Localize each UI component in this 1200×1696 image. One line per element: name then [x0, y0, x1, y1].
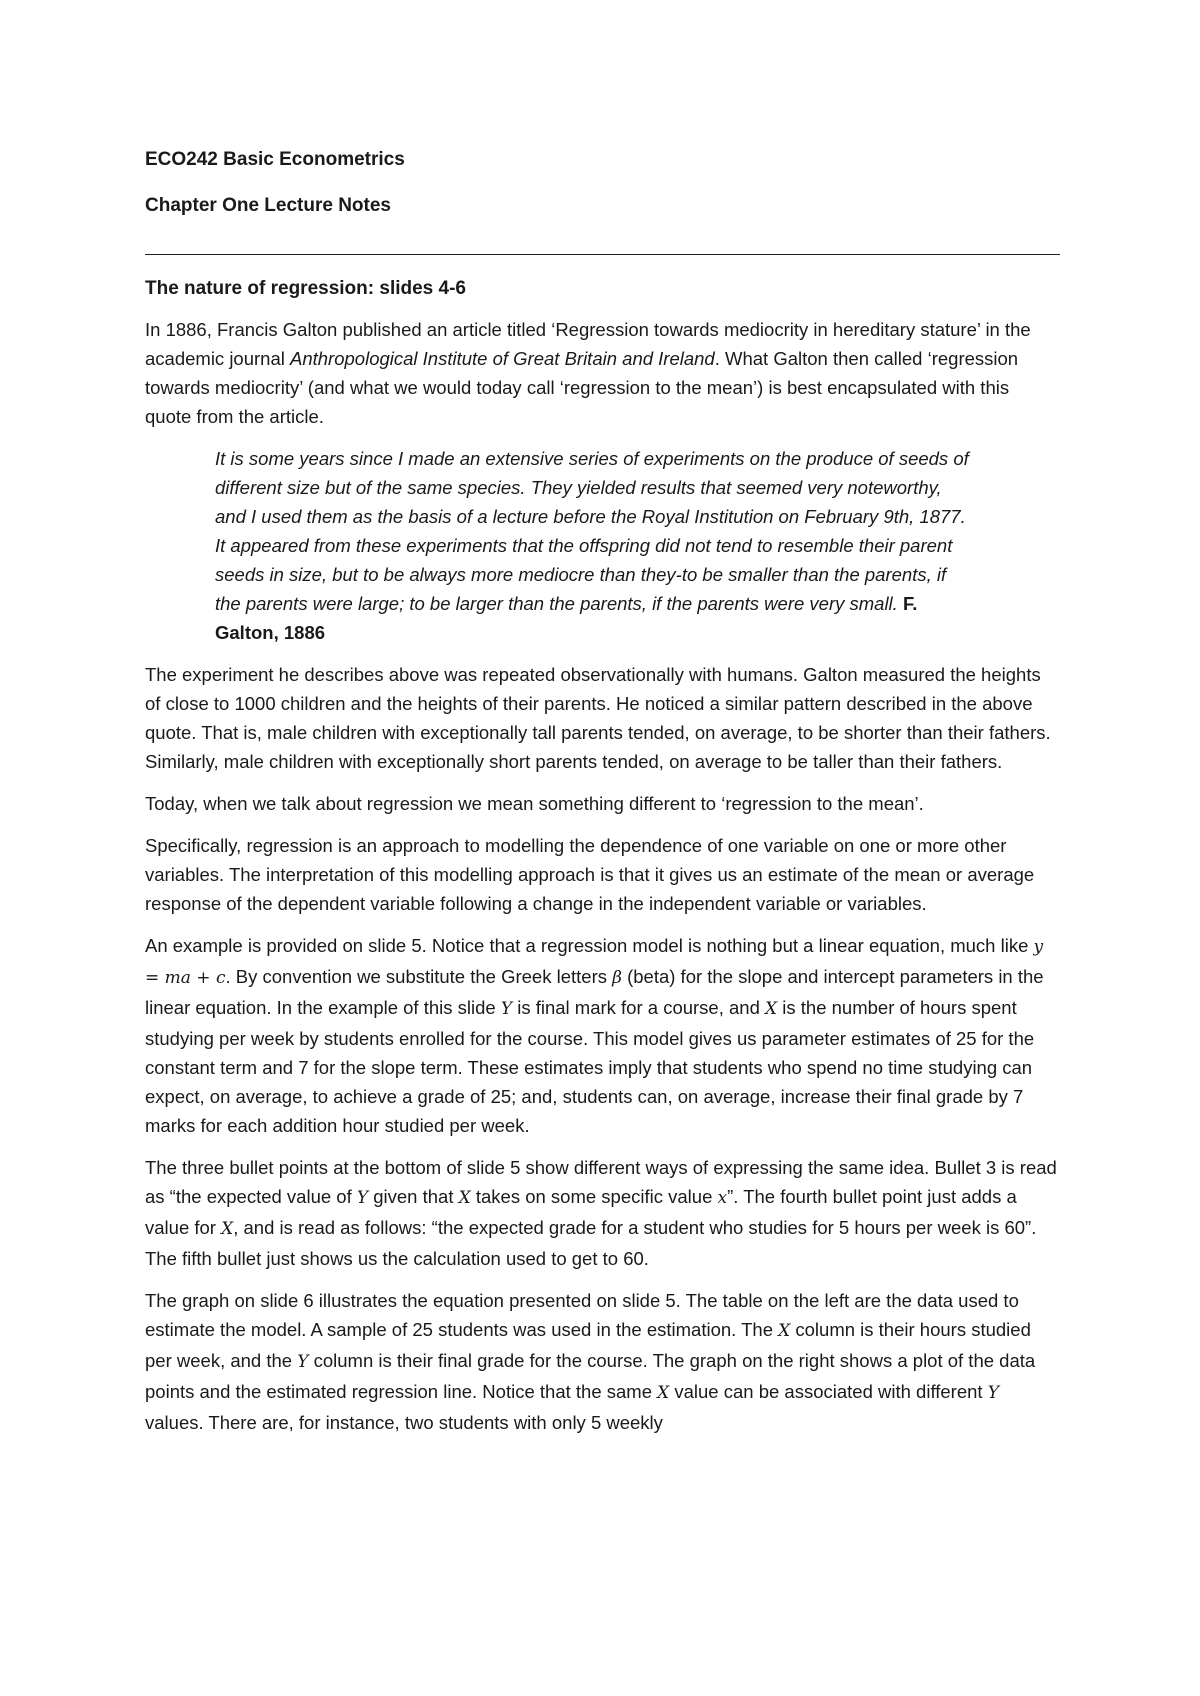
var-x: X: [657, 1383, 670, 1403]
header-divider: [145, 254, 1060, 255]
text-span: An example is provided on slide 5. Notice that a regression model is nothing but a linear equation, much like: [145, 935, 1034, 956]
text-span: is final mark for a course, and: [512, 997, 766, 1018]
var-x-lower: x: [717, 1188, 728, 1208]
var-x: X: [458, 1188, 471, 1208]
var-x: X: [765, 999, 778, 1019]
document-page: [145, 140, 1060, 1450]
chapter-title: Chapter One Lecture Notes: [145, 195, 391, 216]
var-y: Y: [356, 1188, 369, 1208]
quote-attribution: F. Galton, 1886: [215, 593, 918, 643]
text-span: column is their final grade for the course. The graph on the right shows a plot of the data points and the estimated regression line. Notice that the same: [145, 1350, 1036, 1402]
var-y: Y: [297, 1352, 309, 1372]
text-span: takes on some specific value: [470, 1186, 718, 1207]
paragraph-definition: Specifically, regression is an approach to modelling the dependence of one variable on one or more other variables. The interpretation of this modelling approach is that it gives us an estimate of the mean or average response of the dependent variable following a change in the independent variable or variables.: [145, 835, 1035, 914]
course-title: ECO242 Basic Econometrics: [145, 149, 405, 170]
paragraph-experiment: The experiment he describes above was repeated observationally with humans. Galton measured the heights of close to 1000 children and the heights of their parents. He noticed a similar pattern described in the above quote. That is, male children with exceptionally tall parents tended, on average, to be shorter than their fathers. Similarly, male children with exceptionally short parents tended, on average to be taller than their fathers.: [145, 664, 1051, 772]
text-span: column is their hours studied per week, and the: [145, 1319, 1031, 1371]
var-y: Y: [987, 1383, 999, 1403]
beta-symbol: β: [612, 968, 622, 988]
text-span: The graph on slide 6 illustrates the equation presented on slide 5. The table on the left are the data used to estimate the model. A sample of 25 students was used in the estimation. The: [145, 1290, 1019, 1340]
text-span: . What Galton then called ‘regression towards mediocrity’ (and what we would today call ‘regression to the mean’) is best encapsulated with this quote from the article.: [145, 348, 1019, 427]
text-span: In 1886, Francis Galton published an article titled ‘Regression towards mediocrity in hereditary stature’ in the academic journal: [145, 319, 1031, 369]
paragraph-bullets: [145, 1153, 1060, 1273]
text-span: The three bullet points at the bottom of slide 5 show different ways of expressing the same idea. Bullet 3 is read as “the expected value of: [145, 1157, 1057, 1207]
var-x: X: [778, 1321, 791, 1341]
paragraph-today: Today, when we talk about regression we mean something different to ‘regression to the mean’.: [145, 793, 924, 814]
paragraph-example: [145, 931, 1060, 1140]
paragraph-galton-intro: [145, 315, 1060, 431]
text-span: (beta) for the slope and intercept parameters in the linear equation. In the example of this slide: [145, 966, 1044, 1018]
text-span: given that: [368, 1186, 459, 1207]
quote-text: It is some years since I made an extensive series of experiments on the produce of seeds of different size but of the same species. They yielded results that seemed very noteworthy, and I used them as the basis of a lecture before the Royal Institution on February 9th, 1877. It appeared from these experiments that the offspring did not tend to resemble their parent seeds in size, but to be always more mediocre than they-to be smaller than the parents, if the parents were large; to be larger than the parents, if the parents were very small.: [215, 448, 969, 614]
text-span: value can be associated with different: [669, 1381, 988, 1402]
text-span: ”. The fourth bullet point just adds a value for: [145, 1186, 1017, 1238]
section-heading: The nature of regression: slides 4-6: [145, 278, 466, 299]
var-x: X: [221, 1219, 234, 1239]
galton-quote: [215, 444, 975, 647]
text-span: . By convention we substitute the Greek letters: [225, 966, 613, 987]
text-span: , and is read as follows: “the expected grade for a student who studies for 5 hours per week is 60”. The fifth bullet just shows us the calculation used to get to 60.: [145, 1217, 1037, 1269]
text-span: is the number of hours spent studying per week by students enrolled for the course. This model gives us parameter estimates of 25 for the constant term and 7 for the slope term. These estimates imply that students who spend no time studying can expect, on average, to achieve a grade of 25; and, students can, on average, increase their final grade by 7 marks for each addition hour studied per week.: [145, 997, 1035, 1136]
var-y: Y: [500, 999, 513, 1019]
journal-name: Anthropological Institute of Great Britain and Ireland: [290, 348, 715, 369]
linear-equation: y = ma + c: [145, 937, 1044, 988]
paragraph-graph: [145, 1286, 1060, 1437]
text-span: values. There are, for instance, two students with only 5 weekly: [145, 1412, 663, 1433]
